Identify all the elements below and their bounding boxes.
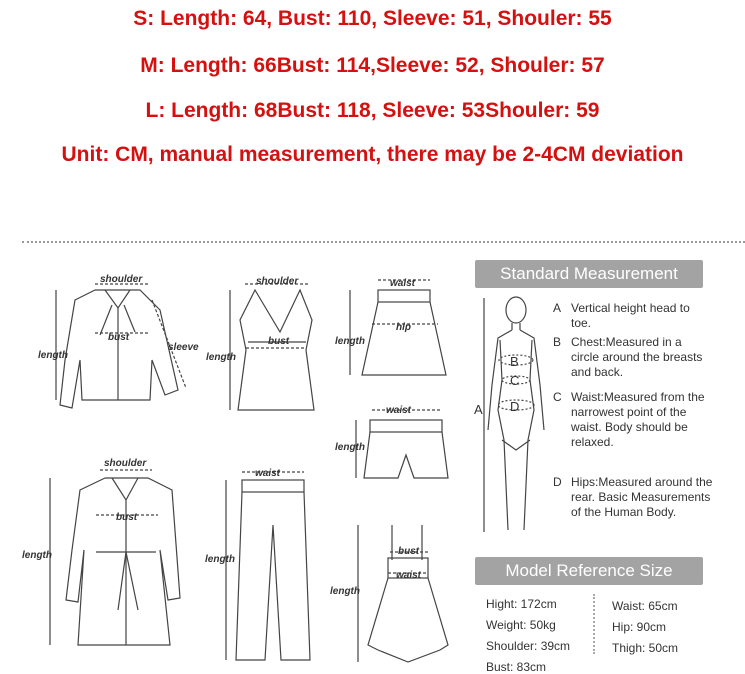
measurement-a [553, 301, 713, 331]
pants-length-label: length [205, 554, 235, 565]
figure-letter-d: D [510, 399, 520, 414]
shirt-sleeve-label: sleeve [168, 342, 199, 353]
size-m-line: M: Length: 66Bust: 114,Sleeve: 52, Shouler: 57 [140, 54, 605, 77]
camisole-sketch [230, 284, 314, 410]
measurement-b-text: Chest:Measured in a circle around the breasts and back. [571, 335, 703, 379]
camisole-shoulder-label: shoulder [256, 276, 299, 287]
shorts-sketch [356, 410, 448, 478]
measurement-d-text: Hips:Measured around the rear. Basic Measurements of the Human Body. [571, 475, 713, 519]
shirt-length-label: length [38, 350, 68, 361]
coat-length-label: length [22, 550, 52, 561]
measurement-a-text: Vertical height head to toe. [571, 301, 690, 330]
measurement-c-text: Waist:Measured from the narrowest point of the waist. Body should be relaxed. [571, 390, 705, 449]
coat-bust-label: bust [116, 512, 138, 523]
model-reference-header: Model Reference Size [475, 557, 703, 585]
shirt-shoulder-label: shoulder [100, 274, 143, 285]
human-figure-diagram [474, 290, 554, 540]
measurement-d-letter: D [553, 475, 562, 489]
model-height: Hight: 172cm [486, 597, 557, 611]
size-l-line: L: Length: 68Bust: 118, Sleeve: 53Shouler: 59 [145, 99, 600, 122]
pants-sketch [226, 472, 310, 660]
figure-letter-a: A [474, 402, 483, 417]
measurement-a-letter: A [553, 301, 562, 315]
unit-note: Unit: CM, manual measurement, there may be 2-4CM deviation [61, 143, 684, 166]
shorts-waist-label: waist [386, 405, 412, 416]
measurement-c-letter: C [553, 390, 562, 404]
figure-letter-c: C [510, 373, 520, 388]
figure-letter-b: B [510, 354, 519, 369]
dress-length-label: length [330, 586, 360, 597]
model-bust: Bust: 83cm [486, 660, 547, 674]
camisole-bust-label: bust [268, 336, 290, 347]
dotted-divider [22, 241, 745, 243]
standard-measurement-header: Standard Measurement [475, 260, 703, 288]
dress-bust-label: bust [398, 546, 420, 557]
model-weight: Weight: 50kg [486, 618, 556, 632]
model-hip: Hip: 90cm [612, 620, 667, 634]
skirt-hip-label: hip [396, 322, 411, 333]
model-thigh: Thigh: 50cm [612, 641, 679, 655]
pants-waist-label: waist [255, 468, 281, 479]
garment-sketches [0, 250, 470, 674]
coat-shoulder-label: shoulder [104, 458, 147, 469]
model-waist: Waist: 65cm [612, 599, 678, 613]
model-shoulder: Shoulder: 39cm [486, 639, 571, 653]
measurement-b [553, 335, 713, 380]
measurement-b-letter: B [553, 335, 562, 349]
measurement-d [553, 475, 713, 520]
skirt-waist-label: waist [390, 278, 416, 289]
camisole-length-label: length [206, 352, 236, 363]
shorts-length-label: length [335, 442, 365, 453]
size-s-line: S: Length: 64, Bust: 110, Sleeve: 51, Shouler: 55 [133, 7, 612, 30]
dress-waist-label: waist [396, 570, 422, 581]
shirt-bust-label: bust [108, 332, 130, 343]
model-divider [593, 594, 595, 654]
measurement-c [553, 390, 713, 450]
shirt-sketch [56, 284, 186, 408]
skirt-length-label: length [335, 336, 365, 347]
coat-sketch [50, 470, 180, 645]
